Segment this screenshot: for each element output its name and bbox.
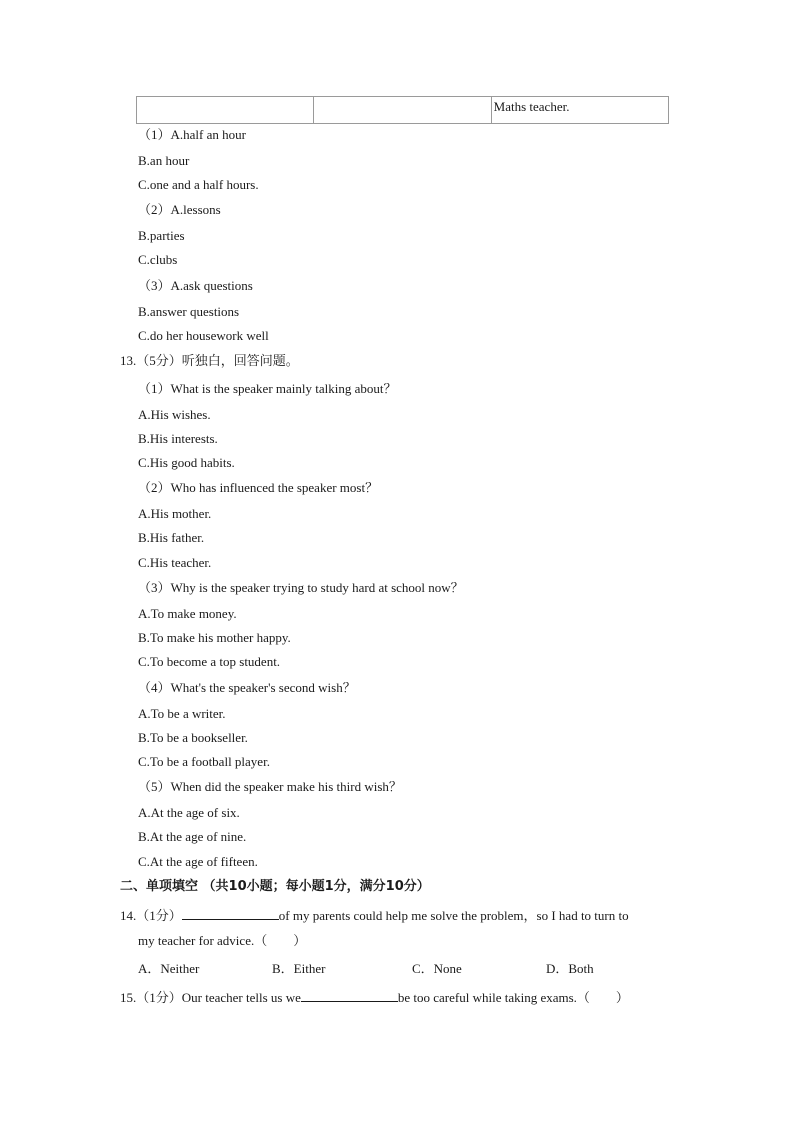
q13-sub1-option-c: C.His good habits.	[138, 455, 235, 470]
q13-sub2-option-c: C.His teacher.	[138, 555, 212, 570]
answer-table	[136, 96, 669, 124]
q13-sub2-question: （2）Who has influenced the speaker most？	[138, 480, 379, 495]
q15-prefix: 15.（1分）Our teacher tells us we	[120, 990, 301, 1005]
q13-sub3-option-b: B.To make his mother happy.	[138, 630, 291, 645]
q14-choice-c: C．None	[412, 961, 462, 976]
q12-sub2-option-a: （2）A.lessons	[138, 202, 221, 217]
q14-prefix: 14.（1分）	[120, 908, 182, 923]
q14-choice-b: B．Either	[272, 961, 326, 976]
q13-sub3-option-a: A.To make money.	[138, 606, 237, 621]
q13-sub4-option-c: C.To be a football player.	[138, 754, 270, 769]
q13-sub1-option-a: A.His wishes.	[138, 407, 211, 422]
q13-title: 13.（5分）听独白，回答问题。	[120, 353, 299, 368]
q14-blank	[182, 905, 279, 920]
q12-sub1-option-a: （1）A.half an hour	[138, 127, 246, 142]
q13-sub5-option-c: C.At the age of fifteen.	[138, 854, 258, 869]
q14-stem: of my parents could help me solve the problem，so I had to turn to	[278, 908, 629, 923]
q13-sub5-option-b: B.At the age of nine.	[138, 829, 247, 844]
q15-blank	[301, 987, 398, 1002]
section-heading: 二、单项填空 （共10小题；每小题1分，满分10分）	[120, 879, 430, 894]
q14-choice-a: A．Neither	[138, 961, 200, 976]
q13-sub3-question: （3）Why is the speaker trying to study hard at school now？	[138, 580, 464, 595]
q13-sub4-option-a: A.To be a writer.	[138, 706, 226, 721]
q12-sub3-option-c: C.do her housework well	[138, 328, 269, 343]
q14-line1	[120, 905, 629, 925]
q13-sub1-option-b: B.His interests.	[138, 431, 218, 446]
q13-sub4-option-b: B.To be a bookseller.	[138, 730, 248, 745]
table-row	[137, 97, 669, 124]
q12-sub2-option-b: B.parties	[138, 228, 185, 243]
q13-sub5-option-a: A.At the age of six.	[138, 805, 240, 820]
q14-line2: my teacher for advice.（ ）	[138, 933, 307, 948]
q13-sub2-option-a: A.His mother.	[138, 506, 212, 521]
table-cell	[314, 97, 491, 124]
q14-choice-d: D．Both	[546, 961, 594, 976]
q15-stem: be too careful while taking exams.（ ）	[397, 990, 629, 1005]
q13-sub4-question: （4）What's the speaker's second wish？	[138, 680, 356, 695]
q13-sub5-question: （5）When did the speaker make his third wish？	[138, 779, 402, 794]
q12-sub1-option-b: B.an hour	[138, 153, 190, 168]
q12-sub1-option-c: C.one and a half hours.	[138, 177, 259, 192]
table-cell: Maths teacher.	[491, 97, 668, 124]
q12-sub2-option-c: C.clubs	[138, 252, 178, 267]
q13-sub1-question: （1）What is the speaker mainly talking about？	[138, 381, 397, 396]
q13-sub2-option-b: B.His father.	[138, 530, 205, 545]
q13-sub3-option-c: C.To become a top student.	[138, 654, 281, 669]
q15-line1	[120, 987, 629, 1007]
q12-sub3-option-a: （3）A.ask questions	[138, 278, 253, 293]
q12-sub3-option-b: B.answer questions	[138, 304, 240, 319]
table-cell	[137, 97, 314, 124]
